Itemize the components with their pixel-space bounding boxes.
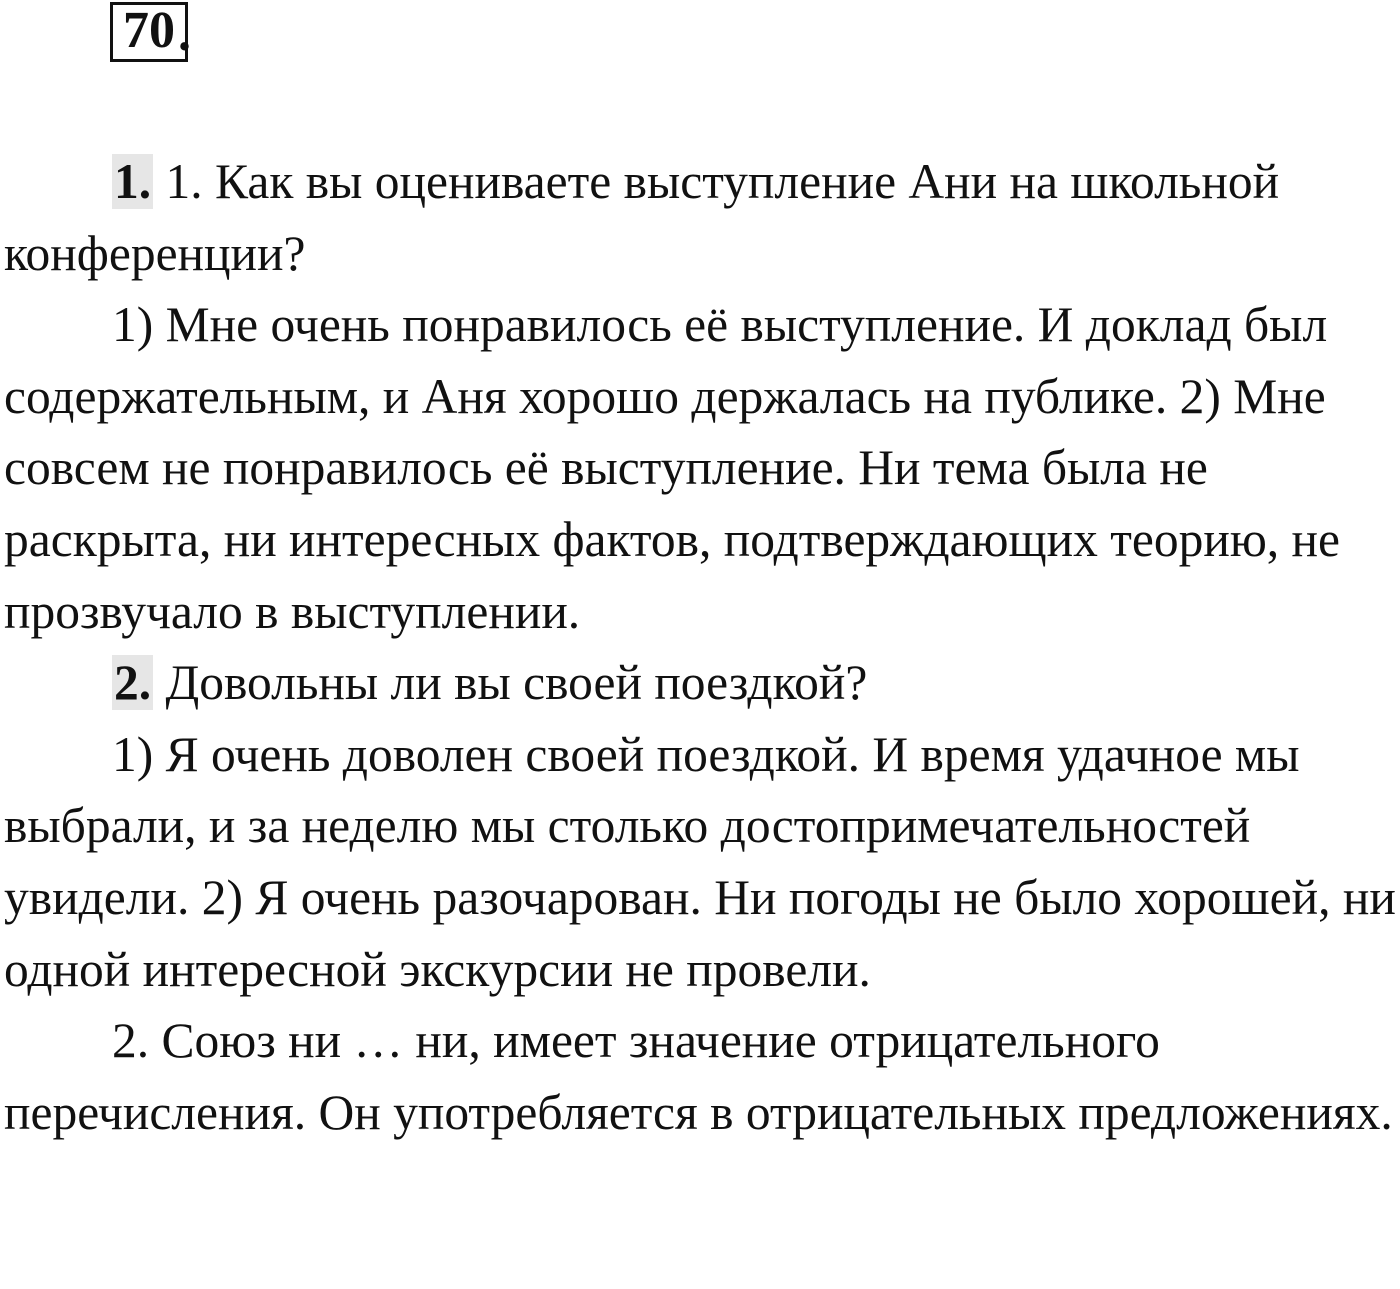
paragraph-task-2-answers bbox=[4, 719, 1398, 1005]
exercise-number-box: 70 bbox=[110, 2, 188, 62]
paragraph-task-1-answers bbox=[4, 289, 1398, 647]
paragraph-text: 2. Союз ни … ни, имеет значение отрицательного перечисления. Он употребляется в отрицательных предложениях. bbox=[4, 1013, 1393, 1140]
exercise-number-dot: . bbox=[178, 5, 191, 62]
exercise-number bbox=[110, 2, 191, 62]
paragraph-task-1-question bbox=[4, 146, 1398, 289]
task-marker-2: 2. bbox=[114, 655, 152, 711]
paragraph-text: 1) Я очень доволен своей поездкой. И время удачное мы выбрали, и за неделю мы столько достопримечательностей увидели. 2) Я очень разочарован. Ни погоды не было хорошей, ни одной интересной экскурсии не провели. bbox=[4, 726, 1396, 997]
paragraph-text: 1. Как вы оцениваете выступление Ани на школьной конференции? bbox=[4, 154, 1280, 281]
paragraph-task-2-question bbox=[4, 647, 1398, 719]
paragraph-text: Довольны ли вы своей поездкой? bbox=[153, 655, 868, 711]
paragraph-text: 1) Мне очень понравилось её выступление. И доклад был содержательным, и Аня хорошо держалась на публике. 2) Мне совсем не понравилось её выступление. Ни тема была не раскрыта, ни интересных фактов, подтверждающих теорию, не прозвучало в выступлении. bbox=[4, 297, 1341, 639]
task-marker-1: 1. bbox=[114, 154, 152, 209]
paragraph-conclusion bbox=[4, 1005, 1398, 1148]
answer-text bbox=[4, 146, 1398, 1148]
